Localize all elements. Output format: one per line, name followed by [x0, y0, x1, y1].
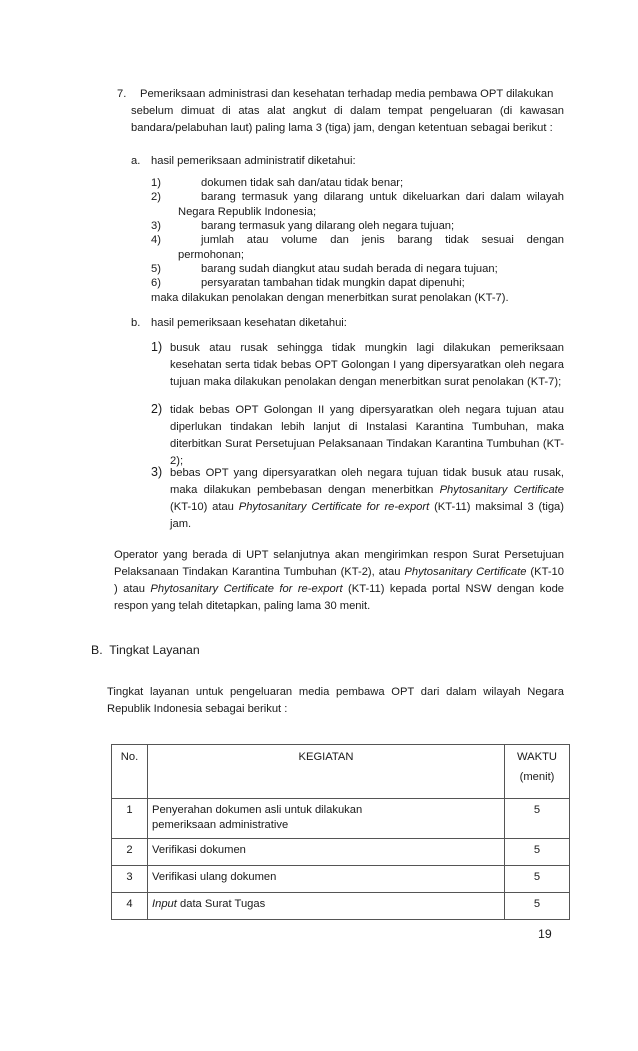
table-row: 1 Penyerahan dokumen asli untuk dilakukan pemeriksaan administrative 5	[112, 799, 570, 839]
sub-b-heading: hasil pemeriksaan kesehatan diketahui:	[151, 317, 347, 329]
list-item: dokumen tidak sah dan/atau tidak benar;	[201, 177, 404, 189]
header-kegiatan: KEGIATAN	[148, 745, 505, 799]
sub-b-item-3-number: 3)	[151, 465, 163, 479]
table-row: 2 Verifikasi dokumen 5	[112, 839, 570, 866]
list-item-number: 3)	[151, 220, 161, 232]
list-item-continuation: Negara Republik Indonesia;	[178, 206, 317, 218]
sub-b-item-3: bebas OPT yang dipersyaratkan oleh negara tujuan tidak busuk atau rusak, maka dilakukan pembebasan dengan menerbitkan Phytosanitary Certificate (KT-10) atau Phytosanitary Certificate for re-export (KT-11) maksimal 3 (tiga) jam.	[170, 467, 564, 530]
item-7-number: 7.	[117, 88, 127, 100]
header-waktu: WAKTU (menit)	[505, 745, 570, 799]
sub-b-item-1-number: 1)	[151, 340, 163, 354]
sub-a-conclusion: maka dilakukan penolakan dengan menerbitkan surat penolakan (KT-7).	[151, 292, 509, 304]
item-7-text: sebelum dimuat di atas alat angkut di dalam tempat pengeluaran (di kawasan bandara/pelabuhan laut) paling lama 3 (tiga) jam, dengan ketentuan sebagai berikut :	[131, 105, 564, 134]
sub-a-label: a.	[131, 155, 141, 167]
table-header-row	[112, 745, 570, 799]
list-item-number: 1)	[151, 177, 161, 189]
list-item-continuation: permohonan;	[178, 249, 244, 261]
sub-b-item-2-number: 2)	[151, 402, 163, 416]
page-number: 19	[538, 927, 552, 941]
section-b-intro: Tingkat layanan untuk pengeluaran media pembawa OPT dari dalam wilayah Negara Republik Indonesia sebagai berikut :	[107, 686, 564, 715]
header-no: No.	[112, 745, 148, 799]
sub-a-heading: hasil pemeriksaan administratif diketahui:	[151, 155, 356, 167]
list-item: jumlah atau volume dan jenis barang tidak sesuai dengan	[201, 234, 564, 246]
list-item: barang sudah diangkut atau sudah berada di negara tujuan;	[201, 263, 498, 275]
list-item-number: 2)	[151, 191, 161, 203]
list-item: barang termasuk yang dilarang untuk dikeluarkan dari dalam wilayah	[201, 191, 564, 203]
list-item: barang termasuk yang dilarang oleh negara tujuan;	[201, 220, 455, 232]
sub-b-item-2: tidak bebas OPT Golongan II yang dipersyaratkan oleh negara tujuan atau diperlukan tindakan lebih lanjut di Instalasi Karantina Tumbuhan, maka diterbitkan Surat Persetujuan Pelaksanaan Tindakan Karantina Tumbuhan (KT-2);	[170, 404, 564, 467]
list-item-number: 4)	[151, 234, 161, 246]
list-item-number: 5)	[151, 263, 161, 275]
operator-paragraph: Operator yang berada di UPT selanjutnya akan mengirimkan respon Surat Persetujuan Pelaksanaan Tindakan Karantina Tumbuhan (KT-2), atau Phytosanitary Certificate (KT-10 ) atau Phytosanitary Certificate for re-export (KT-11) kepada portal NSW dengan kode respon yang telah ditetapkan, paling lama 30 menit.	[114, 549, 565, 612]
list-item-number: 6)	[151, 277, 161, 289]
table-row: 4 Input data Surat Tugas 5	[112, 893, 570, 920]
section-b-heading: B. Tingkat Layanan	[91, 643, 200, 657]
sub-b-label: b.	[131, 317, 141, 329]
service-level-table	[111, 744, 570, 920]
sub-b-item-1: busuk atau rusak sehingga tidak mungkin lagi dilakukan pemeriksaan kesehatan serta tidak bebas OPT Golongan I yang dipersyaratkan oleh negara tujuan maka dilakukan penolakan dengan menerbitkan surat penolakan (KT-7);	[170, 342, 564, 388]
table-row: 3 Verifikasi ulang dokumen 5	[112, 866, 570, 893]
list-item: persyaratan tambahan tidak mungkin dapat dipenuhi;	[201, 277, 465, 289]
item-7-first-line: Pemeriksaan administrasi dan kesehatan terhadap media pembawa OPT dilakukan	[140, 88, 554, 100]
